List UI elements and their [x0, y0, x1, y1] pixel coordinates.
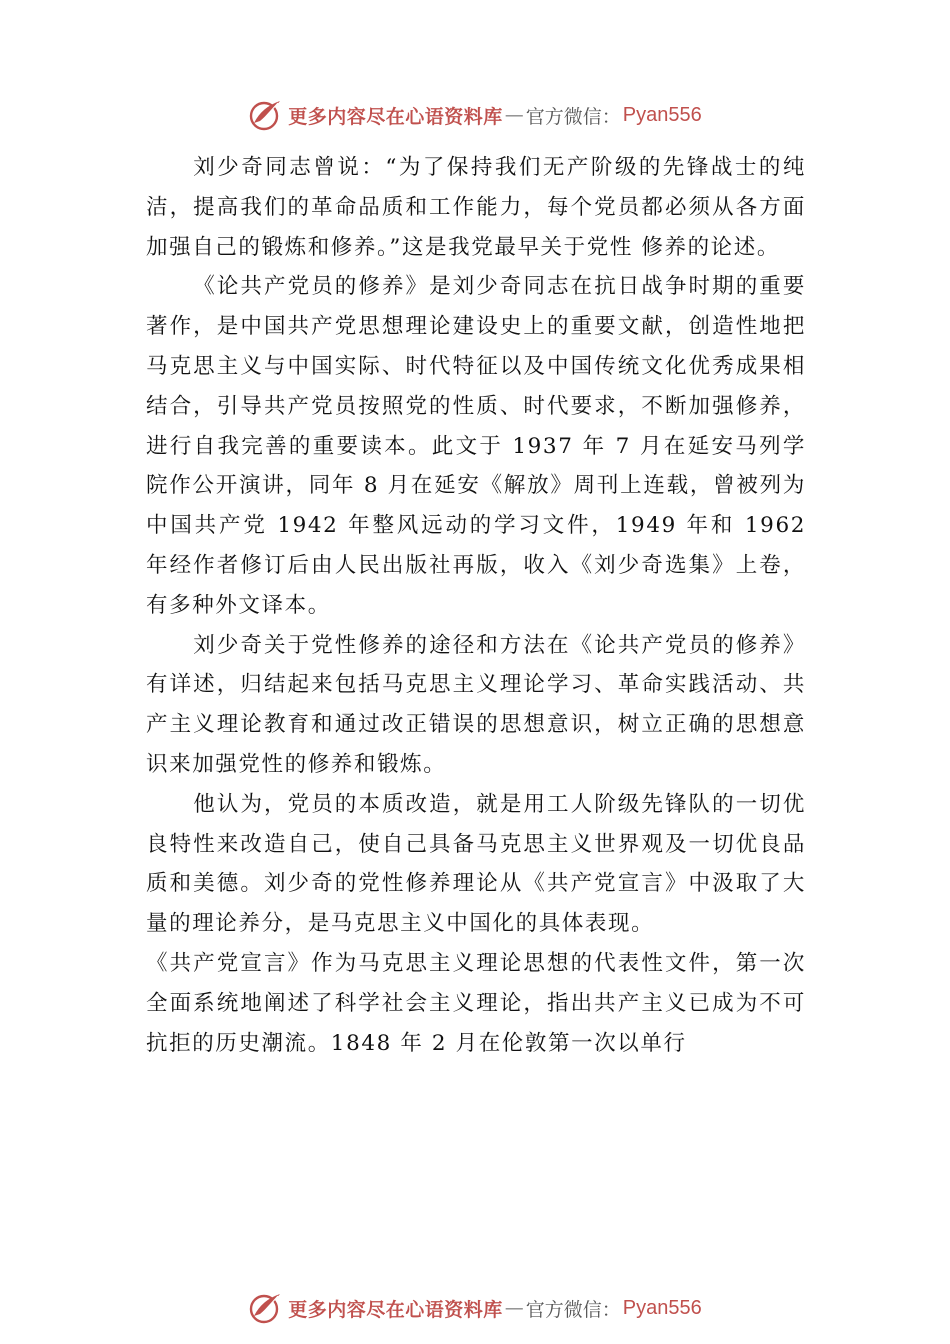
- paragraph: 《论共产党员的修养》是刘少奇同志在抗日战争时期的重要著作，是中国共产党思想理论建设史上的重要文献，创造性地把马克思主义与中国实际、时代特征以及中国传统文化优秀成果相结合，引导共产党员按照党的性质、时代要求，不断加强修养，进行自我完善的重要读本。此文于 1937 年 7 月在延安马列学院作公开演讲，同年 8 月在延安《解放》周刊上连载，曾被列为中国共产党 1942 年整风远动的学习文件，1949 年和 1962 年经作者修订后由人民出版社再版，收入《刘少奇选集》上卷，有多种外文译本。: [146, 274, 806, 618]
- paragraph: 刘少奇同志曾说：“为了保持我们无产阶级的先锋战士的纯洁，提高我们的革命品质和工作能力，每个党员都必须从各方面加强自己的锻炼和修养。”这是我党最早关于党性 修养的论述。: [146, 155, 806, 260]
- paragraph: 他认为，党员的本质改造，就是用工人阶级先锋队的一切优良特性来改造自己，使自己具备马克思主义世界观及一切优良品质和美德。刘少奇的党性修养理论从《共产党宣言》中汲取了大量的理论养分，是马克思主义中国化的具体表现。: [146, 791, 806, 937]
- quill-seal-icon: [248, 97, 284, 133]
- quill-seal-icon: [248, 1290, 284, 1326]
- header-wechat-label: 官方微信：: [525, 105, 621, 128]
- document-body: [146, 148, 806, 1063]
- header-wechat-id: Pyan556: [622, 103, 702, 126]
- footer-brand: 更多内容尽在心语资料库: [288, 1298, 503, 1321]
- footer-wechat-label: 官方微信：: [525, 1298, 621, 1321]
- header-separator: —: [504, 104, 524, 126]
- header-brand: 更多内容尽在心语资料库: [288, 105, 503, 128]
- footer-banner: [0, 1288, 950, 1328]
- paragraph: 刘少奇关于党性修养的途径和方法在《论共产党员的修养》有详述，归结起来包括马克思主义理论学习、革命实践活动、共产主义理论教育和通过改正错误的思想意识，树立正确的思想意识来加强党性的修养和锻炼。: [146, 632, 806, 777]
- header-banner: [0, 95, 950, 135]
- paragraph: 《共产党宣言》作为马克思主义理论思想的代表性文件，第一次全面系统地阐述了科学社会主义理论，指出共产主义已成为不可抗拒的历史潮流。1848 年 2 月在伦敦第一次以单行: [146, 950, 806, 1056]
- footer-wechat-id: Pyan556: [622, 1296, 702, 1319]
- footer-separator: —: [504, 1297, 524, 1319]
